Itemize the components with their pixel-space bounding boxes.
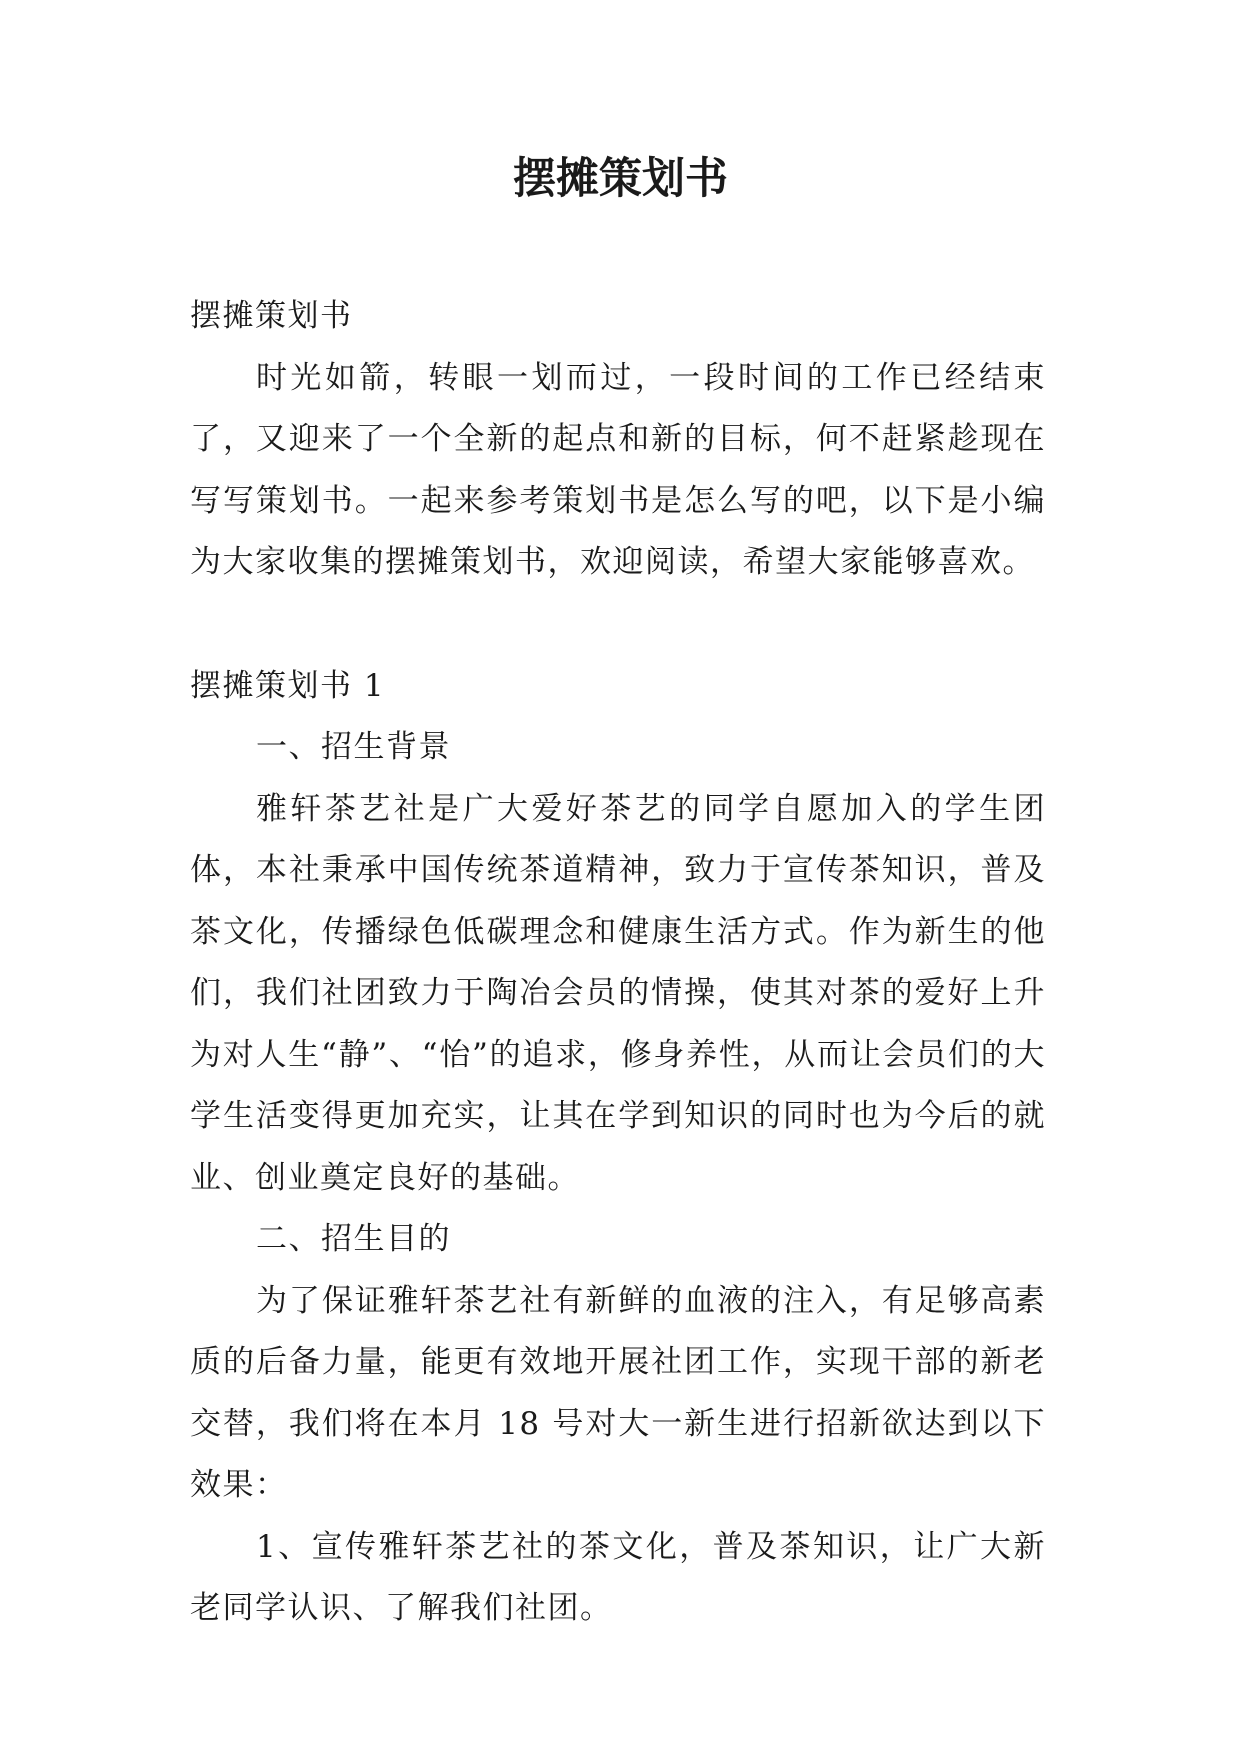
document-title: 摆摊策划书 — [513, 154, 728, 204]
subheading-purpose: 二、招生目的 — [256, 1221, 451, 1257]
section-heading: 摆摊策划书 1 — [190, 667, 386, 704]
purpose-paragraph: 为了保证雅轩茶艺社有新鲜的血液的注入，有足够高素质的后备力量，能更有效地开展社团工作，实现干部的新老交替，我们将在本月 18 号对大一新生进行招新欲达到以下效果： — [190, 1282, 1046, 1503]
list-item: 1、宣传雅轩茶艺社的茶文化，普及茶知识，让广大新老同学认识、了解我们社团。 — [190, 1528, 1046, 1626]
intro-paragraph: 时光如箭，转眼一划而过，一段时间的工作已经结束了，又迎来了一个全新的起点和新的目标，何不赶紧趁现在写写策划书。一起来参考策划书是怎么写的吧，以下是小编为大家收集的摆摊策划书，欢迎阅读，希望大家能够喜欢。 — [190, 359, 1046, 580]
document-body — [190, 286, 1046, 1640]
intro-heading: 摆摊策划书 — [190, 298, 353, 334]
background-paragraph: 雅轩茶艺社是广大爱好茶艺的同学自愿加入的学生团体，本社秉承中国传统茶道精神，致力于宣传茶知识，普及茶文化，传播绿色低碳理念和健康生活方式。作为新生的他们，我们社团致力于陶冶会员的情操，使其对茶的爱好上升为对人生“静”、“怡”的追求，修身养性，从而让会员们的大学生活变得更加充实，让其在学到知识的同时也为今后的就业、创业奠定良好的基础。 — [190, 790, 1046, 1196]
subheading-background: 一、招生背景 — [256, 729, 451, 765]
